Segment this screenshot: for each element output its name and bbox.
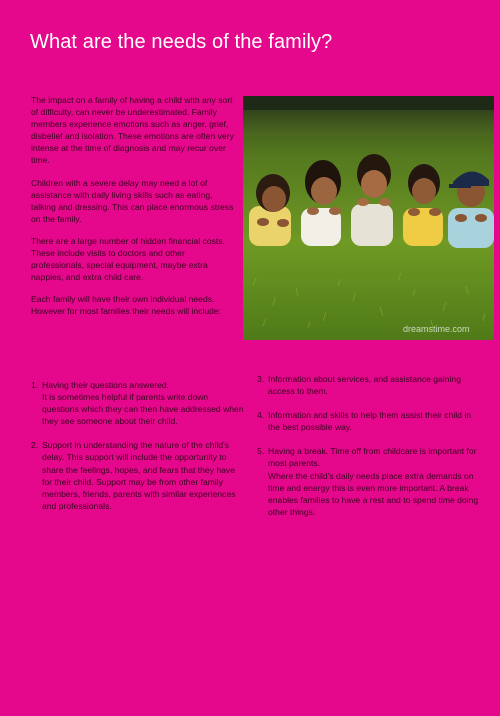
list-item-heading: Having their questions answered.	[42, 380, 170, 390]
list-item	[257, 445, 479, 518]
list-item	[257, 409, 479, 433]
intro-paragraph: The impact on a family of having a child with any sort of difficulty, can never be underestimated. Family members experience emotions such as anger, grief, disbelief and isolation. These emotions are often very intense at the time of diagnosis and may recur over time.	[31, 95, 234, 166]
intro-paragraph: Each family will have their own individual needs. However for most families their needs will include:	[31, 294, 222, 317]
list-item-detail: It is sometimes helpful if parents write down questions which they can then have addressed when they see someone about their child.	[42, 392, 244, 427]
intro-paragraph: Children with a severe delay may need a lot of assistance with daily living skills such as eating, talking and dressing. This can place enormous stress on the family.	[31, 177, 234, 224]
list-item-heading: Information about services, and assistance gaining access to them.	[268, 374, 461, 397]
page-title: What are the needs of the family?	[30, 31, 333, 53]
intro-paragraph: There are a large number of hidden financial costs. These include visits to doctors and other professionals, special equipment, maybe extra nappies, and extra child care.	[31, 235, 225, 283]
child-figure	[448, 171, 494, 248]
list-item	[257, 373, 479, 397]
list-number: 5.	[257, 446, 265, 457]
list-number: 1.	[31, 380, 39, 390]
children-on-grass-image	[243, 96, 494, 340]
list-number: 2.	[31, 440, 39, 451]
intro-section	[31, 94, 237, 328]
list-item	[31, 439, 246, 512]
children-photo	[243, 96, 494, 340]
list-number: 3.	[257, 374, 265, 384]
list-item-heading: Information and skills to help them assist their child in the best possible way.	[268, 410, 472, 433]
needs-list-right	[257, 373, 479, 530]
list-number: 4.	[257, 410, 265, 421]
photo-watermark: dreamstime.com	[403, 324, 470, 334]
list-item-detail: Where the child's daily needs place extra demands on time and energy this is even more important. A break enables families to have a rest and to spend time doing other things.	[268, 470, 479, 517]
list-item-heading: Support in understanding the nature of the child's delay. This support will include the opportunity to share the feelings, hopes, and fears that they have for their child. Support may be from other family members, friends, parents with similar experiences and professionals.	[42, 440, 236, 511]
needs-list-left	[31, 379, 246, 524]
list-item	[31, 379, 246, 427]
list-item-heading: Having a break. Time off from childcare is important for most parents.	[268, 446, 477, 469]
